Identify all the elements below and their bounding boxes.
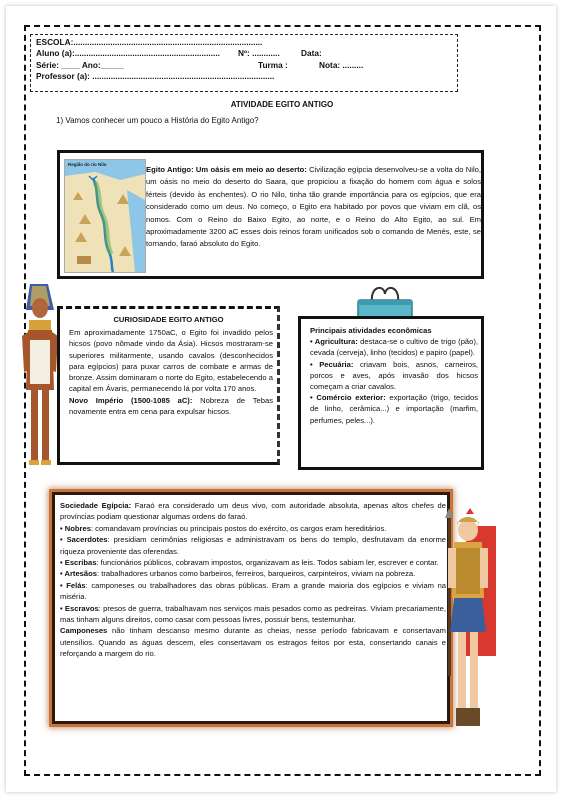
society-item: • Nobres: comandavam províncias ou principais postos do exército, os cargos eram hereditários. bbox=[60, 523, 387, 533]
egypt-intro-text bbox=[146, 164, 481, 251]
new-kingdom-text: Nobreza de Tebas novamente entra em cena para expulsar hicsos. bbox=[69, 395, 273, 417]
school-field: ESCOLA:.................................................................................. bbox=[36, 37, 263, 47]
pharaoh-illustration bbox=[20, 280, 60, 470]
number-field: Nº: ............ bbox=[238, 48, 280, 58]
economic-activities-title: Principais atividades econômicas bbox=[310, 326, 432, 335]
curiosity-text bbox=[69, 327, 273, 417]
society-item: • Artesãos: trabalhadores urbanos como barbeiros, ferreiros, barqueiros, carpinteiros, viviam na pobreza. bbox=[60, 569, 416, 579]
econ-item: • Pecuária: criavam bois, asnos, carneiros, porcos e aves, após invasão dos hicsos começam a criar cavalos. bbox=[310, 359, 478, 392]
econ-item: • Agricultura: destaca-se o cultivo de trigo (pão), cevada (cerveja), linho (tecidos) e papiro (papel). bbox=[310, 337, 478, 358]
new-kingdom-heading: Novo Império (1500-1085 aC): bbox=[69, 395, 193, 405]
econ-item: • Comércio exterior: exportação (trigo, tecidos de linho, cerâmica...) e importação (marfim, perfumes, peles...). bbox=[310, 393, 478, 425]
egypt-intro-heading: Egito Antigo: Um oásis em meio ao deserto: bbox=[146, 165, 307, 174]
date-field: Data: bbox=[301, 48, 322, 58]
egyptian-society-text: Sociedade Egípcia: Faraó era considerado um deus vivo, com autoridade absoluta, apenas altos chefes de províncias podiam questionar algumas ordens do faraó. • Nobres: comandavam províncias ou principais postos do exército, os cargos eram hereditários. • Sacerdotes: presidiam cerimônias religiosas e administravam os bens do templo, desfrutavam da enorme riqueza proveniente das oferendas. • Escribas: funcionários públicos, cobravam impostos, organizavam as leis. Todos sabiam ler, escrever e contar. • Artesãos: trabalhadores urbanos como barbeiros, ferreiros, barqueiros, carpinteiros, viviam na pobreza. • Felás: camponeses ou trabalhadores das obras públicas. Eram a grande maioria dos egípcios e viviam na miséria. • Escravos: presos de guerra, trabalhavam nos serviços mais pesados como as pedreiras. Viviam precariamente, mas tinham alguns direitos, como casar com pessoas livres, possuir bens, testemunhar. Camponeses não tinham descanso mesmo durante as cheias, nesse período fabricavam e consertavam utensílios. Quando as águas descem, eles consertavam os estragos feitos por esta, consertando canais e reforçando a margem do rio. bbox=[60, 501, 447, 659]
economic-activities-text bbox=[310, 325, 478, 426]
society-item: • Sacerdotes: presidiam cerimônias religiosas e administravam os bens do templo, desfrutavam da enorme riqueza proveniente das oferendas. bbox=[60, 535, 446, 556]
nile-map-image bbox=[64, 159, 146, 273]
egypt-intro-box bbox=[57, 150, 484, 279]
society-item: • Escravos: presos de guerra, trabalhavam nos serviços mais pesados como as pedreiras. Viviam precariamente, mas tinham alguns direitos, como casar com pessoas livres, possuir bens, testemunhar. bbox=[60, 603, 446, 625]
curiosity-title: CURIOSIDADE EGITO ANTIGO bbox=[113, 315, 224, 324]
society-item: Camponeses não tinham descanso mesmo durante as cheias, nesse período fabricavam e consertavam utensílios. Quando as águas descem, eles consertavam os estragos feitos por esta, consertando canais e reforçando a margem do rio. bbox=[60, 626, 446, 659]
class-field: Turma : bbox=[258, 60, 288, 70]
economic-activities-box bbox=[298, 316, 484, 470]
society-heading: Sociedade Egípcia: bbox=[60, 501, 132, 510]
activity-title: ATIVIDADE EGITO ANTIGO bbox=[230, 100, 334, 109]
curiosity-paragraph: Em aproximadamente 1750aC, o Egito foi invadido pelos hicsos (povo nômade vindo da Ásia). Hicsos mostraram-se superiores militarmente, usando cavalos (desconhecidos para egípcios) para puxar carros de combate e armas de bronze. Assim dominaram o norte do Egito, estabelecendo a capital em Ávaris, permanecendo lá por volta 170 anos. bbox=[69, 328, 273, 394]
egypt-intro-body: Civilização egípcia desenvolveu-se a volta do Nilo, um oásis no meio do deserto do Saara, que propiciou a fixação do homem com água e solos férteis (devido às enchentes). O rio Nilo, tinha tão grande importância para os egípcios, que era considerado como um deus. No começo, o Egito era habitado por povos que viviam em clã, os nomos. Com o Reino do Baixo Egito, ao norte, e o Reino do Alto Egito, ao sul. Em aproximadamente 3200 aC esses dois reinos foram unificados sob o comando de Menés, este, se tornando, faraó absoluto do Egito. bbox=[146, 165, 481, 249]
egyptian-society-box bbox=[52, 492, 450, 724]
question-1: 1) Vamos conhecer um pouco a História do Egito Antigo? bbox=[56, 116, 259, 125]
curiosity-box bbox=[57, 306, 280, 465]
binder-clip-icon bbox=[354, 282, 416, 320]
soldier-illustration bbox=[444, 508, 498, 736]
student-header-box bbox=[30, 34, 458, 92]
society-item: • Felás: camponeses ou trabalhadores das obras públicas. Eram a grande maioria dos egípcios e viviam na miséria. bbox=[60, 580, 447, 602]
teacher-field: Professor (a): ............................................................................... bbox=[36, 71, 275, 81]
student-name-field: Aluno (a):............................................................... bbox=[36, 48, 220, 58]
map-label: Região do rio Nilo bbox=[68, 162, 107, 167]
score-field: Nota: ......... bbox=[319, 60, 364, 70]
society-item: • Escribas: funcionários públicos, cobravam impostos, organizavam as leis. Todos sabiam ler, escrever e contar. bbox=[60, 558, 439, 568]
grade-field: Série: ____ Ano:_____ bbox=[36, 60, 124, 70]
